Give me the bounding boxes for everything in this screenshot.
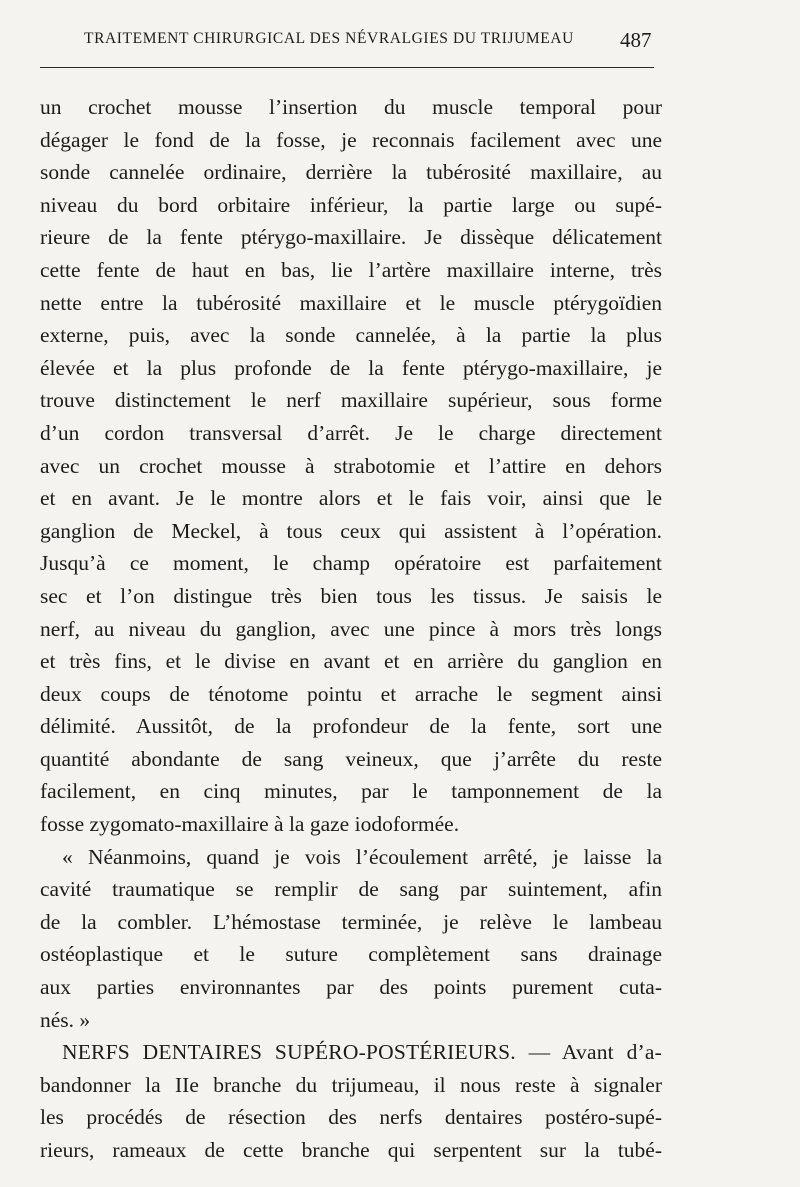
text-line: deux coups de ténotome pointu et arrache le segment ainsi bbox=[40, 681, 662, 706]
quote-paragraph-start: « Néanmoins, quand je vois l’écoulement arrêté, je laisse la bbox=[62, 844, 662, 869]
text-line: cavité traumatique se remplir de sang par suintement, afin bbox=[40, 877, 662, 902]
text-line: ganglion de Meckel, à tous ceux qui assistent à l’opération. bbox=[40, 518, 662, 543]
text-line: Jusqu’à ce moment, le champ opératoire est parfaitement bbox=[40, 551, 662, 576]
text-line: élevée et la plus profonde de la fente ptérygo-maxillaire, je bbox=[40, 355, 662, 380]
section-heading-line: NERFS DENTAIRES SUPÉRO-POSTÉRIEURS. — Avant d’a- bbox=[62, 1040, 662, 1065]
text-line: rieurs, rameaux de cette branche qui serpentent sur la tubé- bbox=[40, 1138, 662, 1162]
paragraph-end-line: nés. » bbox=[40, 1007, 91, 1032]
running-head: TRAITEMENT CHIRURGICAL DES NÉVRALGIES DU TRIJUMEAU bbox=[84, 30, 574, 47]
paragraph-end-line: fosse zygomato-maxillaire à la gaze iodoformée. bbox=[40, 812, 460, 837]
text-line: sonde cannelée ordinaire, derrière la tubérosité maxillaire, au bbox=[40, 160, 662, 185]
text-line: externe, puis, avec la sonde cannelée, à la partie la plus bbox=[40, 323, 662, 348]
text-line: sec et l’on distingue très bien tous les tissus. Je saisis le bbox=[40, 583, 662, 608]
text-line: et très fins, et le divise en avant et en arrière du ganglion en bbox=[40, 649, 662, 674]
text-line: bandonner la IIe branche du trijumeau, il nous reste à signaler bbox=[40, 1072, 662, 1097]
text-line: dégager le fond de la fosse, je reconnais facilement avec une bbox=[40, 127, 662, 152]
text-line: d’un cordon transversal d’arrêt. Je le charge directement bbox=[40, 420, 662, 445]
text-line: nette entre la tubérosité maxillaire et le muscle ptérygoïdien bbox=[40, 290, 662, 315]
text-line: facilement, en cinq minutes, par le tamponnement de la bbox=[40, 779, 662, 804]
text-line: aux parties environnantes par des points purement cuta- bbox=[40, 975, 662, 1000]
text-line: trouve distinctement le nerf maxillaire supérieur, sous forme bbox=[40, 388, 662, 413]
text-line: niveau du bord orbitaire inférieur, la partie large ou supé- bbox=[40, 192, 662, 217]
text-line: cette fente de haut en bas, lie l’artère maxillaire interne, très bbox=[40, 257, 662, 282]
text-line: un crochet mousse l’insertion du muscle temporal pour bbox=[40, 95, 662, 119]
text-line: ostéoplastique et le suture complètement sans drainage bbox=[40, 942, 662, 967]
text-line: et en avant. Je le montre alors et le fais voir, ainsi que le bbox=[40, 486, 662, 511]
text-line: nerf, au niveau du ganglion, avec une pince à mors très longs bbox=[40, 616, 662, 641]
text-line: avec un crochet mousse à strabotomie et l’attire en dehors bbox=[40, 453, 662, 478]
page-number: 487 bbox=[620, 28, 652, 52]
text-line: délimité. Aussitôt, de la profondeur de la fente, sort une bbox=[40, 714, 662, 739]
text-line: de la combler. L’hémostase terminée, je relève le lambeau bbox=[40, 909, 662, 934]
text-line: les procédés de résection des nerfs dentaires postéro-supé- bbox=[40, 1105, 662, 1130]
text-line: rieure de la fente ptérygo-maxillaire. Je dissèque délicatement bbox=[40, 225, 662, 250]
text-line: quantité abondante de sang veineux, que j’arrête du reste bbox=[40, 746, 662, 771]
header-rule bbox=[40, 67, 654, 68]
body-text bbox=[40, 91, 662, 1167]
